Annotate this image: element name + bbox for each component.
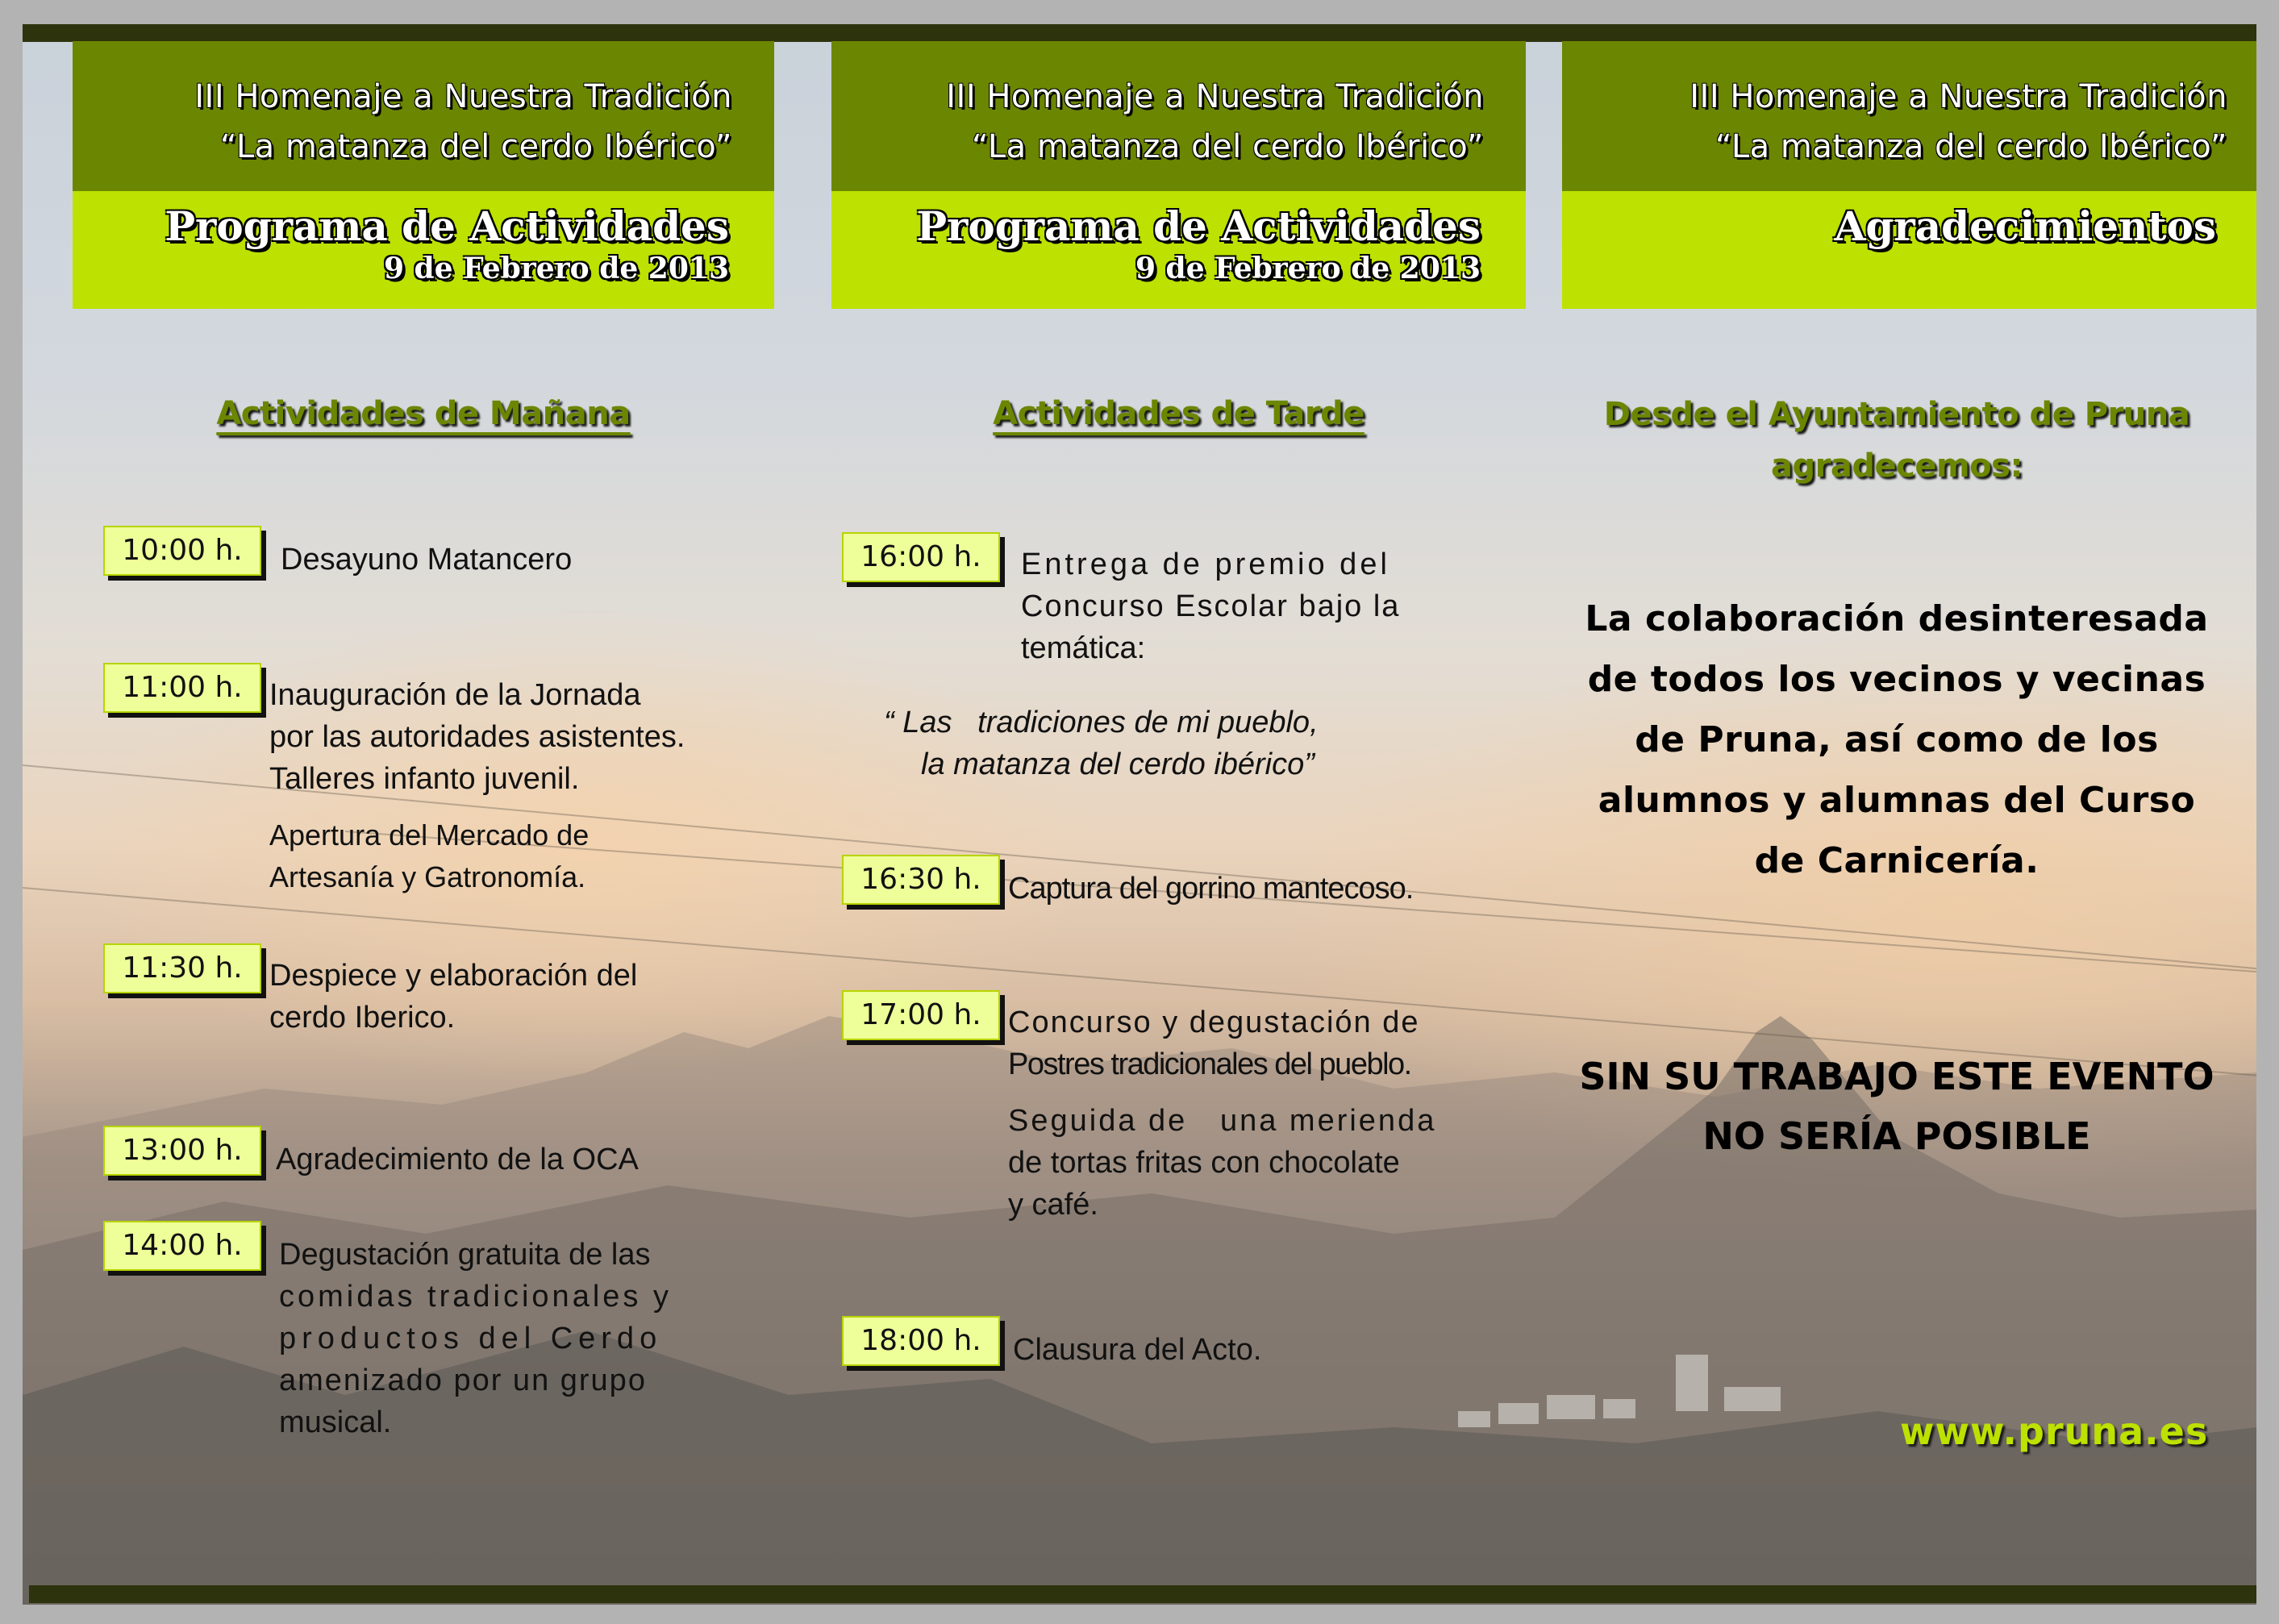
website-link[interactable]: www.pruna.es <box>1900 1410 2209 1453</box>
event-banner <box>1562 41 2256 191</box>
program-title: Programa de Actividades <box>165 202 729 250</box>
event-banner <box>73 41 774 191</box>
event-edition: III Homenaje a Nuestra Tradición <box>194 78 732 115</box>
thanks-body: La colaboración desinteresada de todos los vecinos y vecinas de Pruna, así como de los alumnos y alumnas del Curso de Carnicería. <box>1585 598 2209 881</box>
event-edition: III Homenaje a Nuestra Tradición <box>946 78 1484 115</box>
program-date: 9 de Febrero de 2013 <box>383 252 729 285</box>
time-badge: 13:00 h. <box>103 1126 261 1176</box>
program-date: 9 de Febrero de 2013 <box>1135 252 1481 285</box>
time-badge: 14:00 h. <box>103 1221 261 1271</box>
thanks-banner <box>1562 191 2256 309</box>
time-badge: 11:30 h. <box>103 943 261 993</box>
morning-section-title: Actividades de Mañana <box>216 395 631 432</box>
program-title: Programa de Actividades <box>916 202 1481 250</box>
event-name: “La matanza del cerdo Ibérico” <box>219 128 732 165</box>
thanks-title: Agradecimientos <box>1834 202 2216 250</box>
thanks-closing: SIN SU TRABAJO ESTE EVENTO NO SERÍA POSIBLE <box>1579 1055 2214 1158</box>
event-description: Agradecimiento de la OCA <box>276 1143 639 1176</box>
panel-3-header <box>1562 41 2256 309</box>
panel-2-header <box>831 41 1526 309</box>
event-name: “La matanza del cerdo Ibérico” <box>1714 128 2227 165</box>
top-frame-bar <box>23 24 2256 42</box>
time-badge: 10:00 h. <box>103 526 261 576</box>
time-badge: 16:30 h. <box>842 855 1000 905</box>
panel-1-header <box>73 41 774 309</box>
event-description: Despiece y elaboración del cerdo Iberico. <box>269 959 638 1035</box>
time-badge: 18:00 h. <box>842 1316 1000 1366</box>
event-description: Degustación gratuita de las comidas tradicionales y productos del Cerdo amenizado por un grupo musical. <box>279 1238 672 1439</box>
event-description: Captura del gorrino mantecoso. <box>1008 872 1414 906</box>
event-banner <box>831 41 1526 191</box>
afternoon-section-title: Actividades de Tarde <box>993 395 1364 432</box>
program-banner <box>831 191 1526 309</box>
event-description: Clausura del Acto. <box>1013 1333 1262 1367</box>
event-description: Desayuno Matancero <box>281 543 573 577</box>
bottom-frame-bar <box>29 1585 2256 1603</box>
time-badge: 11:00 h. <box>103 663 261 713</box>
time-badge: 17:00 h. <box>842 990 1000 1040</box>
event-description: Entrega de premio del Concurso Escolar bajo la temática: <box>1021 548 1401 665</box>
event-name: “La matanza del cerdo Ibérico” <box>971 128 1484 165</box>
thanks-intro: Desde el Ayuntamiento de Pruna agradecemos: <box>1603 396 2190 485</box>
event-description: Concurso y degustación de Postres tradicionales del pueblo. Seguida de una merienda de tortas fritas con chocolate y café. <box>1008 1006 1437 1222</box>
program-banner <box>73 191 774 309</box>
event-edition: III Homenaje a Nuestra Tradición <box>1689 78 2227 115</box>
time-badge: 16:00 h. <box>842 532 1000 582</box>
brochure-sheet <box>23 24 2256 1605</box>
event-description: Inauguración de la Jornada por las autoridades asistentes. Talleres infanto juvenil. Apertura del Mercado de Artesanía y Gatronomía. <box>269 678 685 893</box>
contest-theme-quote: “ Las tradiciones de mi pueblo, la matanza del cerdo ibérico” <box>884 706 1319 781</box>
